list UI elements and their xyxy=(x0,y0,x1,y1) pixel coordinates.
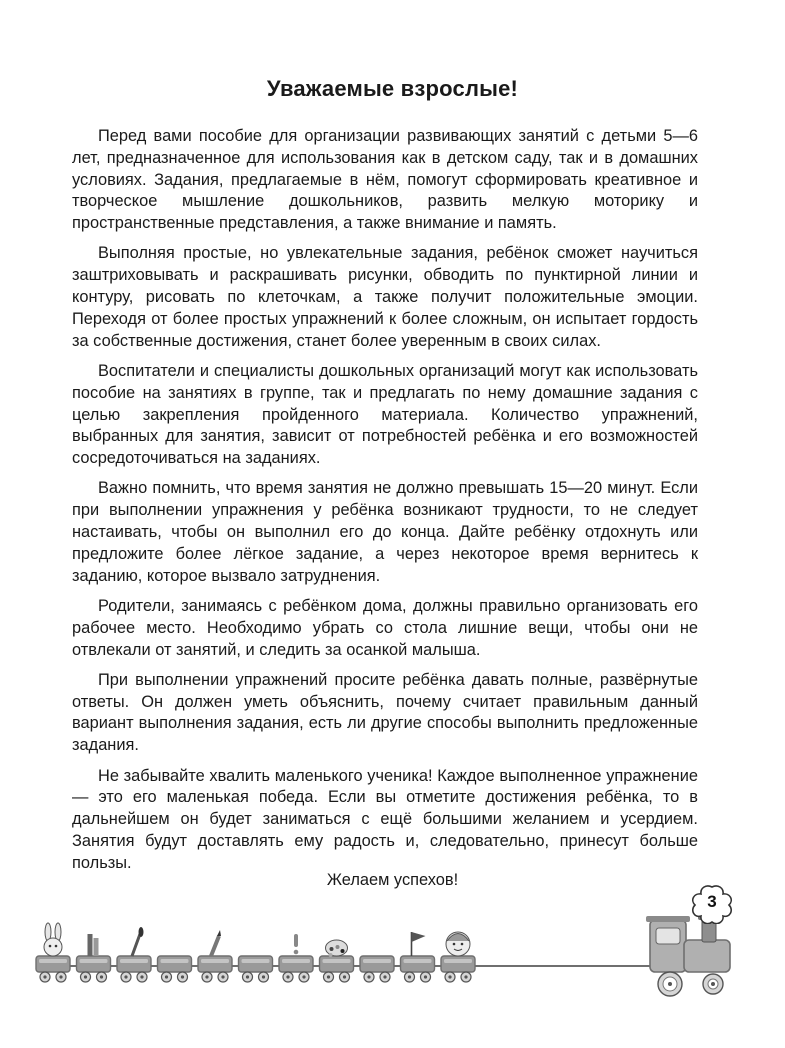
page-number: 3 xyxy=(707,892,717,911)
paragraph-4: Важно помнить, что время занятия не должно превышать 15—20 минут. Если при выполнении упражнения у ребёнка возникают трудности, то не следует настаивать, чтобы он выполнил его до конца. Дайте ребёнку отдохнуть или предложите более лёгкое задание, а через некоторое время вернитесь к заданию, которое вызвало затруднения. xyxy=(72,479,698,585)
train-wagons xyxy=(36,923,650,982)
closing-wish: Желаем успехов! xyxy=(326,871,459,889)
toy-train-illustration xyxy=(0,880,785,1048)
flag-icon xyxy=(412,932,426,956)
exclamation-icon xyxy=(294,934,299,954)
palette-icon xyxy=(326,940,348,957)
locomotive-icon xyxy=(646,914,730,996)
train-wagon xyxy=(198,930,232,982)
train-wagon xyxy=(239,956,273,982)
train-wagon xyxy=(360,956,394,982)
train-wagon xyxy=(279,934,313,982)
paragraph-2: Выполняя простые, но увлекательные задания, ребёнок сможет научиться заштриховывать и раскрашивать рисунки, обводить по пунктирной линии и контуру, рисовать по клеточкам, а также получит положительные эмоции. Переходя от более простых упражнений к более сложным, он испытает гордость за собственные достижения, станет более уверенным в своих силах. xyxy=(72,244,698,350)
train-wagon xyxy=(320,940,354,982)
train-wagon xyxy=(401,932,435,982)
bunny-icon xyxy=(44,923,62,956)
body-text xyxy=(72,126,698,883)
paragraph-5: Родители, занимаясь с ребёнком дома, должны правильно организовать его рабочее место. Необходимо убрать со стола лишние вещи, чтобы они не отвлекали от занятий, и следить за осанкой малыша. xyxy=(72,596,698,659)
paragraph-1: Перед вами пособие для организации развивающих занятий с детьми 5—6 лет, предназначенное для использования как в детском саду, так и в домашних условиях. Задания, предлагаемые в нём, помогут сформировать креативное и творческое мышление дошкольников, развить мелкую моторику и пространственные представления, а также внимание и память. xyxy=(72,127,698,233)
train-wagon xyxy=(77,934,111,982)
paragraph-7: Не забывайте хвалить маленького ученика! Каждое выполненное упражнение — это его маленькая победа. Если вы отметите достижения ребёнка, то в дальнейшем он будет заниматься с ещё большими желанием и усердием. Занятия будут доставлять ему радость и, следовательно, принесут больше пользы. xyxy=(72,766,698,872)
train-wagon xyxy=(441,932,475,982)
page-title: Уважаемые взрослые! xyxy=(266,76,519,101)
train-wagon xyxy=(117,927,151,982)
train-wagon xyxy=(36,923,70,982)
pencil-icon xyxy=(211,930,221,956)
books-icon xyxy=(88,934,99,956)
paragraph-3: Воспитатели и специалисты дошкольных организаций могут как использовать пособие на занятиях в группе, так и предлагать по нему домашние задания с целью закрепления пройденного материала. Количество упражнений, выбранных для занятия, зависит от потребностей ребёнка и его возможностей сосредоточиваться на заданиях. xyxy=(72,361,698,468)
paragraph-6: При выполнении упражнений просите ребёнка давать полные, развёрнутые ответы. Он должен уметь объяснить, почему считает правильным данный вариант выполнения задания, есть ли другие способы выполнить предложенные задания. xyxy=(72,670,698,755)
train-wagon xyxy=(158,956,192,982)
kid-face-icon xyxy=(446,932,470,956)
brush-icon xyxy=(132,927,144,956)
